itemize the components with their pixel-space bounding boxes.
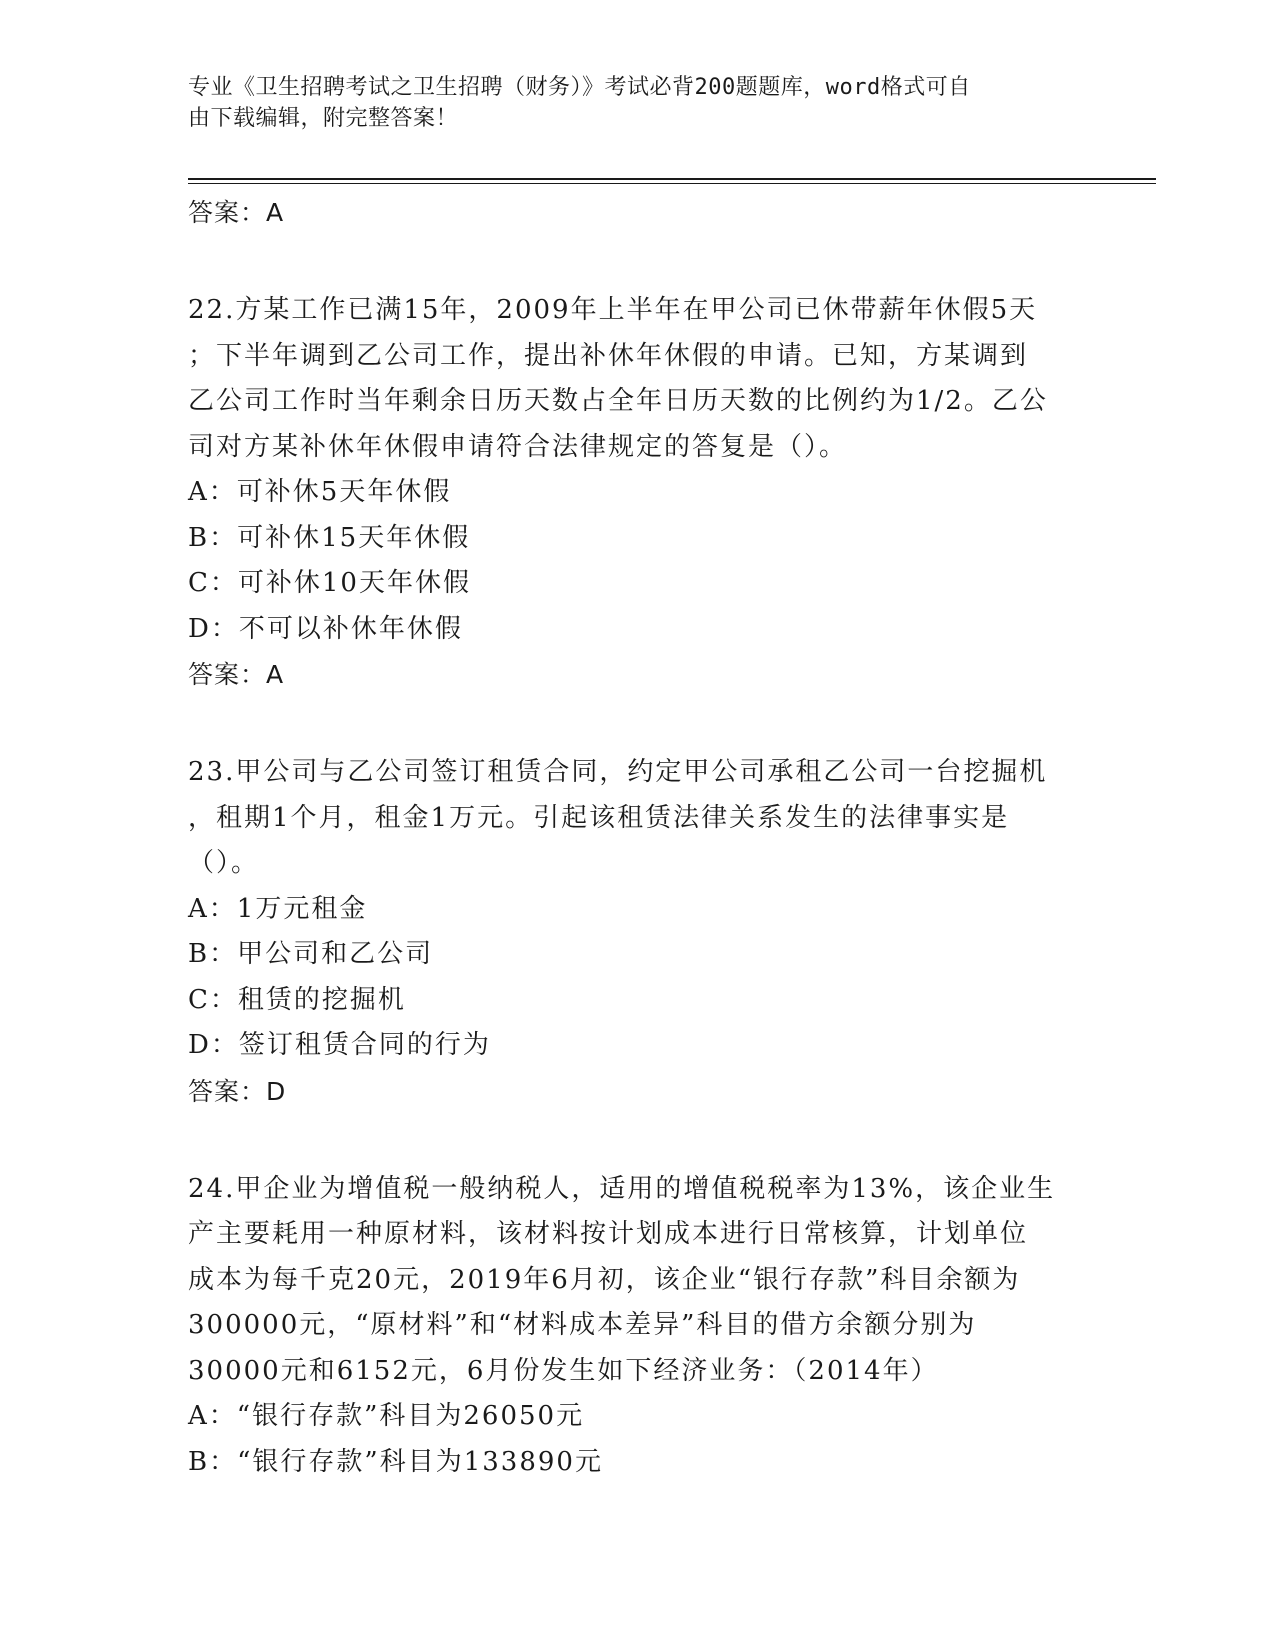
question-22-option-a: A：可补休5天年休假 [188,477,452,507]
question-stem-line: 乙公司工作时当年剩余日历天数占全年日历天数的比例约为1/2。乙公 [188,386,1048,416]
question-stem-line: 22.方某工作已满15年，2009年上半年在甲公司已休带薪年休假5天 [188,295,1038,325]
question-stem-line: ；下半年调到乙公司工作，提出补休年休假的申请。已知，方某调到 [188,340,1029,371]
question-23-stem [188,750,1088,887]
header-divider-thin [188,183,1156,184]
header-divider-thick [188,178,1156,180]
header-line-1: 专业《卫生招聘考试之卫生招聘（财务）》考试必背200题题库，word格式可自 [188,75,971,100]
question-23-option-b: B：甲公司和乙公司 [188,939,434,969]
question-23-option-a: A：1万元租金 [188,893,368,924]
question-23-option-d: D：签订租赁合同的行为 [188,1030,491,1060]
question-23-option-c: C：租赁的挖掘机 [188,984,406,1015]
header-line-2: 由下载编辑，附完整答案！ [188,106,459,131]
question-stem-line: 24.甲企业为增值税一般纳税人，适用的增值税税率为13%，该企业生 [188,1173,1056,1204]
question-stem-line: 30000元和6152元，6月份发生如下经济业务：（2014年） [188,1355,939,1386]
document-body [188,190,1088,1485]
question-stem-line: 产主要耗用一种原材料，该材料按计划成本进行日常核算，计划单位 [188,1219,1029,1249]
spacer [188,698,1088,750]
question-22-option-d: D：不可以补休年休假 [188,613,463,644]
question-22-stem [188,288,1088,470]
question-stem-line: 300000元，“原材料”和“材料成本差异”科目的借方余额分别为 [188,1310,977,1340]
question-24-stem [188,1167,1088,1395]
question-22-option-c: C：可补休10天年休假 [188,568,471,598]
question-stem-line: （）。 [188,848,260,878]
question-stem-line: ，租期1个月，租金1万元。引起该租赁法律关系发生的法律事实是 [188,802,1010,833]
document-header [188,72,1068,134]
question-24-option-b: B：“银行存款”科目为133890元 [188,1446,603,1477]
question-stem-line: 23.甲公司与乙公司签订租赁合同，约定甲公司承租乙公司一台挖掘机 [188,757,1048,787]
question-24-option-a: A：“银行存款”科目为26050元 [188,1401,585,1431]
question-23-answer: 答案：D [188,1076,287,1106]
spacer [188,236,1088,288]
answer-line: 答案：A [188,198,285,227]
question-stem-line: 成本为每千克20元，2019年6月初，该企业“银行存款”科目余额为 [188,1264,1021,1295]
question-22-answer: 答案：A [188,660,285,689]
spacer [188,1115,1088,1167]
question-stem-line: 司对方某补休年休假申请符合法律规定的答复是（）。 [188,431,848,462]
question-22-option-b: B：可补休15天年休假 [188,522,471,553]
